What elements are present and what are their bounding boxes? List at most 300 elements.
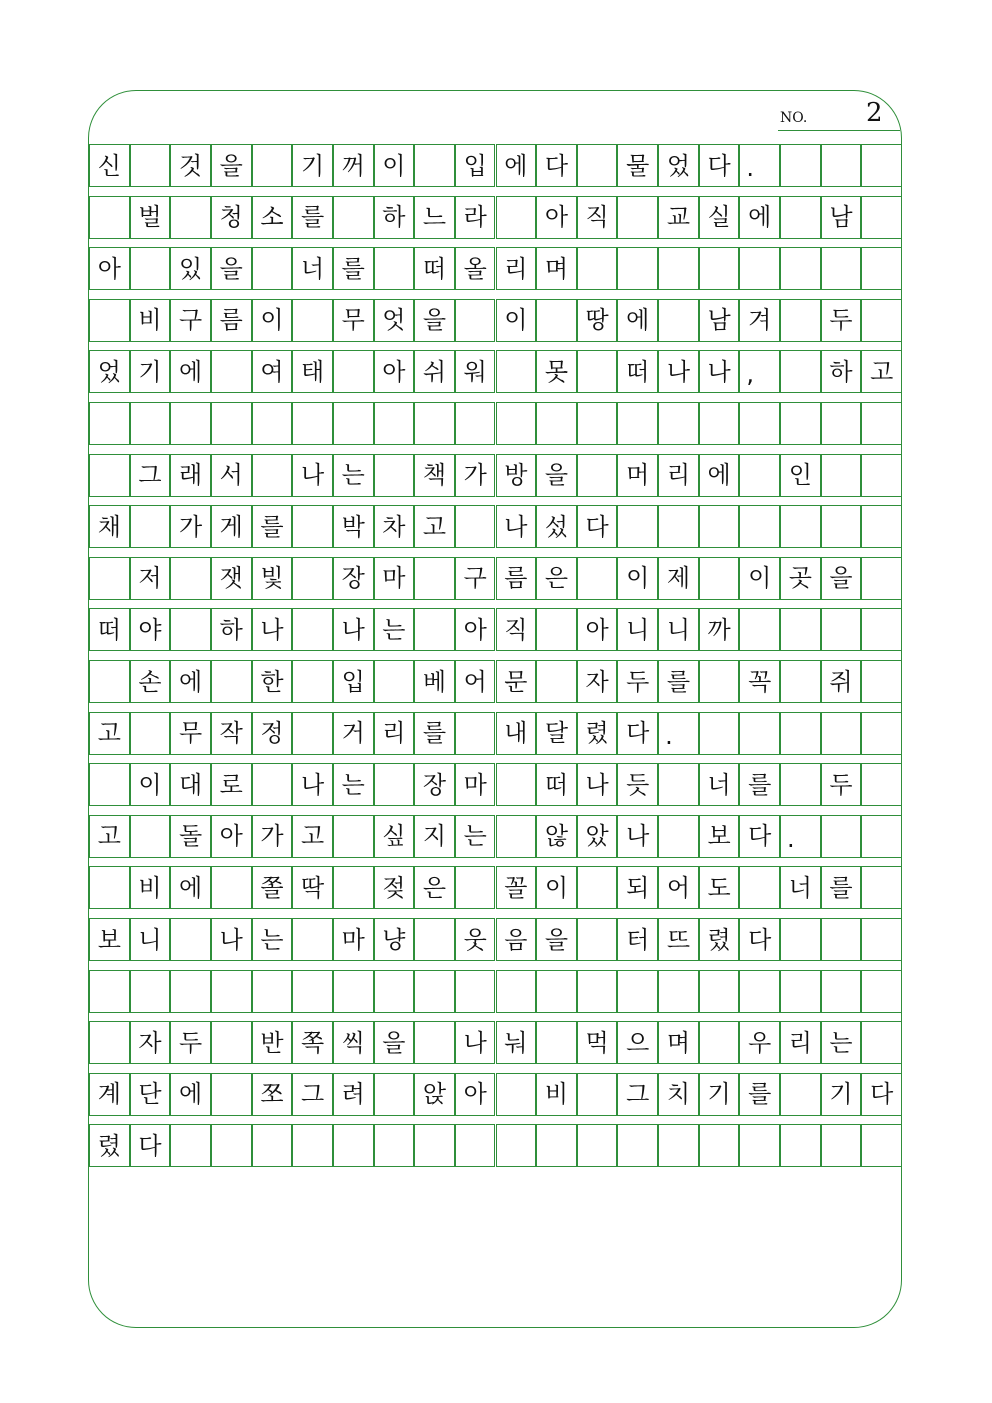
grid-cell: 고 bbox=[861, 350, 902, 393]
grid-cell bbox=[130, 815, 171, 858]
grid-cell bbox=[89, 866, 130, 909]
grid-cell: 두 bbox=[821, 299, 862, 342]
grid-cell bbox=[374, 247, 415, 290]
grid-cell bbox=[333, 350, 374, 393]
grid-cell bbox=[658, 970, 699, 1013]
grid-cell: 보 bbox=[699, 815, 740, 858]
grid-cell bbox=[739, 1124, 780, 1167]
grid-cell: 아 bbox=[536, 196, 577, 239]
grid-cell: 책 bbox=[414, 454, 455, 497]
grid-cell bbox=[252, 144, 293, 187]
grid-cell: 게 bbox=[211, 505, 252, 548]
grid-cell: 구 bbox=[455, 557, 496, 600]
grid-cell: 나 bbox=[617, 815, 658, 858]
grid-cell bbox=[739, 970, 780, 1013]
grid-cell bbox=[577, 557, 618, 600]
grid-cell bbox=[821, 815, 862, 858]
grid-cell: 무 bbox=[170, 712, 211, 755]
grid-cell bbox=[170, 608, 211, 651]
grid-cell: 떠 bbox=[617, 350, 658, 393]
grid-cell: 꼴 bbox=[496, 866, 537, 909]
grid-cell: 쥐 bbox=[821, 660, 862, 703]
grid-cell bbox=[780, 144, 821, 187]
grid-cell bbox=[374, 454, 415, 497]
grid-cell: 는 bbox=[821, 1021, 862, 1064]
grid-cell bbox=[455, 712, 496, 755]
grid-cell bbox=[211, 660, 252, 703]
grid-cell bbox=[252, 970, 293, 1013]
grid-cell bbox=[496, 350, 537, 393]
grid-cell bbox=[699, 1124, 740, 1167]
grid-cell bbox=[292, 918, 333, 961]
grid-cell bbox=[170, 918, 211, 961]
grid-cell bbox=[577, 247, 618, 290]
page-number: 2 bbox=[866, 98, 883, 128]
grid-cell: 엇 bbox=[374, 299, 415, 342]
grid-cell bbox=[577, 1124, 618, 1167]
grid-cell: 실 bbox=[699, 196, 740, 239]
grid-cell: 달 bbox=[536, 712, 577, 755]
grid-cell: 는 bbox=[374, 608, 415, 651]
grid-cell: 었 bbox=[89, 350, 130, 393]
grid-cell: 너 bbox=[780, 866, 821, 909]
grid-cell bbox=[292, 608, 333, 651]
grid-cell: 손 bbox=[130, 660, 171, 703]
grid-cell: 도 bbox=[699, 866, 740, 909]
grid-cell bbox=[292, 505, 333, 548]
grid-cell bbox=[89, 763, 130, 806]
grid-cell bbox=[374, 970, 415, 1013]
grid-cell bbox=[577, 350, 618, 393]
grid-cell bbox=[536, 1021, 577, 1064]
grid-cell bbox=[861, 918, 902, 961]
grid-cell: 에 bbox=[617, 299, 658, 342]
grid-cell bbox=[658, 815, 699, 858]
grid-cell: 뜨 bbox=[658, 918, 699, 961]
grid-cell bbox=[414, 1021, 455, 1064]
grid-cell: 머 bbox=[617, 454, 658, 497]
grid-cell: 기 bbox=[699, 1073, 740, 1116]
grid-cell: 았 bbox=[577, 815, 618, 858]
grid-cell: 꺼 bbox=[333, 144, 374, 187]
grid-cell: 여 bbox=[252, 350, 293, 393]
grid-cell: 차 bbox=[374, 505, 415, 548]
grid-cell bbox=[699, 660, 740, 703]
grid-cell: 에 bbox=[170, 1073, 211, 1116]
grid-cell bbox=[496, 196, 537, 239]
grid-cell: 음 bbox=[496, 918, 537, 961]
grid-cell: 교 bbox=[658, 196, 699, 239]
grid-cell: 는 bbox=[333, 454, 374, 497]
grid-cell: 은 bbox=[536, 557, 577, 600]
grid-cell bbox=[861, 815, 902, 858]
grid-cell bbox=[739, 712, 780, 755]
grid-cell bbox=[211, 402, 252, 445]
grid-cell: 에 bbox=[170, 350, 211, 393]
grid-cell: 거 bbox=[333, 712, 374, 755]
grid-cell bbox=[496, 815, 537, 858]
grid-cell bbox=[699, 557, 740, 600]
grid-cell: 마 bbox=[374, 557, 415, 600]
grid-cell: 기 bbox=[821, 1073, 862, 1116]
grid-cell: 나 bbox=[211, 918, 252, 961]
grid-cell bbox=[780, 505, 821, 548]
grid-cell: 야 bbox=[130, 608, 171, 651]
grid-cell: 고 bbox=[414, 505, 455, 548]
grid-cell bbox=[130, 144, 171, 187]
grid-cell: 를 bbox=[739, 1073, 780, 1116]
grid-cell: 두 bbox=[821, 763, 862, 806]
grid-cell: 문 bbox=[496, 660, 537, 703]
grid-cell: 를 bbox=[739, 763, 780, 806]
grid-cell: 는 bbox=[333, 763, 374, 806]
grid-cell: 장 bbox=[414, 763, 455, 806]
grid-cell bbox=[861, 660, 902, 703]
grid-cell: 쪼 bbox=[252, 1073, 293, 1116]
grid-cell bbox=[130, 402, 171, 445]
grid-cell bbox=[577, 144, 618, 187]
grid-cell bbox=[861, 299, 902, 342]
grid-cell bbox=[780, 763, 821, 806]
grid-cell: 나 bbox=[252, 608, 293, 651]
grid-cell: 단 bbox=[130, 1073, 171, 1116]
grid-cell: 리 bbox=[496, 247, 537, 290]
grid-cell: 구 bbox=[170, 299, 211, 342]
grid-cell: 리 bbox=[374, 712, 415, 755]
grid-cell: 남 bbox=[699, 299, 740, 342]
grid-cell bbox=[455, 866, 496, 909]
grid-cell: 렸 bbox=[89, 1124, 130, 1167]
grid-cell: 는 bbox=[455, 815, 496, 858]
grid-cell: 장 bbox=[333, 557, 374, 600]
grid-cell: 씩 bbox=[333, 1021, 374, 1064]
grid-cell bbox=[333, 970, 374, 1013]
grid-cell: 을 bbox=[821, 557, 862, 600]
grid-cell: 채 bbox=[89, 505, 130, 548]
grid-cell bbox=[821, 505, 862, 548]
grid-cell bbox=[577, 402, 618, 445]
grid-cell: . bbox=[780, 815, 821, 858]
grid-cell bbox=[739, 505, 780, 548]
grid-cell bbox=[780, 299, 821, 342]
grid-cell: 다 bbox=[577, 505, 618, 548]
grid-cell bbox=[821, 402, 862, 445]
grid-cell: 못 bbox=[536, 350, 577, 393]
grid-cell: 두 bbox=[617, 660, 658, 703]
grid-cell bbox=[861, 763, 902, 806]
grid-cell bbox=[414, 144, 455, 187]
grid-cell bbox=[780, 196, 821, 239]
grid-cell: 싶 bbox=[374, 815, 415, 858]
grid-cell: 을 bbox=[536, 918, 577, 961]
grid-cell: 너 bbox=[699, 763, 740, 806]
grid-cell: 떠 bbox=[536, 763, 577, 806]
grid-cell bbox=[699, 1021, 740, 1064]
grid-cell bbox=[780, 1124, 821, 1167]
grid-cell: 니 bbox=[617, 608, 658, 651]
grid-cell: 그 bbox=[292, 1073, 333, 1116]
grid-cell: 보 bbox=[89, 918, 130, 961]
grid-cell bbox=[455, 299, 496, 342]
grid-cell: 하 bbox=[821, 350, 862, 393]
grid-cell: 으 bbox=[617, 1021, 658, 1064]
grid-cell bbox=[577, 970, 618, 1013]
grid-cell: 자 bbox=[577, 660, 618, 703]
grid-cell: 름 bbox=[496, 557, 537, 600]
grid-cell: 비 bbox=[130, 299, 171, 342]
grid-cell bbox=[821, 247, 862, 290]
grid-cell: 떠 bbox=[414, 247, 455, 290]
grid-cell bbox=[536, 1124, 577, 1167]
grid-cell bbox=[617, 505, 658, 548]
grid-cell bbox=[333, 866, 374, 909]
grid-cell bbox=[455, 402, 496, 445]
grid-cell bbox=[821, 608, 862, 651]
grid-cell bbox=[617, 402, 658, 445]
grid-cell: 기 bbox=[292, 144, 333, 187]
grid-cell bbox=[821, 712, 862, 755]
grid-cell: 나 bbox=[658, 350, 699, 393]
grid-cell bbox=[333, 402, 374, 445]
grid-cell: 나 bbox=[455, 1021, 496, 1064]
grid-cell: 눠 bbox=[496, 1021, 537, 1064]
grid-cell: 며 bbox=[658, 1021, 699, 1064]
grid-cell: 이 bbox=[496, 299, 537, 342]
grid-cell bbox=[658, 299, 699, 342]
grid-cell: 래 bbox=[170, 454, 211, 497]
grid-cell bbox=[861, 402, 902, 445]
grid-cell bbox=[861, 196, 902, 239]
grid-cell bbox=[496, 763, 537, 806]
grid-cell: 니 bbox=[658, 608, 699, 651]
grid-cell: 소 bbox=[252, 196, 293, 239]
grid-cell: 이 bbox=[617, 557, 658, 600]
grid-cell: 려 bbox=[333, 1073, 374, 1116]
grid-cell bbox=[577, 866, 618, 909]
grid-cell: 고 bbox=[89, 815, 130, 858]
grid-cell bbox=[821, 1124, 862, 1167]
grid-cell bbox=[780, 247, 821, 290]
grid-cell: 그 bbox=[130, 454, 171, 497]
grid-cell bbox=[780, 712, 821, 755]
grid-cell bbox=[130, 970, 171, 1013]
grid-cell bbox=[739, 454, 780, 497]
grid-cell: 작 bbox=[211, 712, 252, 755]
grid-cell bbox=[292, 970, 333, 1013]
grid-cell: 어 bbox=[455, 660, 496, 703]
grid-cell: 남 bbox=[821, 196, 862, 239]
grid-cell bbox=[861, 1021, 902, 1064]
grid-cell: . bbox=[658, 712, 699, 755]
grid-cell bbox=[617, 1124, 658, 1167]
grid-cell bbox=[821, 918, 862, 961]
grid-cell: 겨 bbox=[739, 299, 780, 342]
grid-cell: 꼭 bbox=[739, 660, 780, 703]
grid-cell bbox=[170, 402, 211, 445]
grid-cell: 우 bbox=[739, 1021, 780, 1064]
grid-cell bbox=[699, 402, 740, 445]
grid-cell: 있 bbox=[170, 247, 211, 290]
grid-cell bbox=[658, 1124, 699, 1167]
grid-cell: 다 bbox=[130, 1124, 171, 1167]
grid-cell bbox=[861, 247, 902, 290]
grid-cell: 나 bbox=[292, 763, 333, 806]
grid-cell: 을 bbox=[374, 1021, 415, 1064]
grid-cell: 워 bbox=[455, 350, 496, 393]
grid-cell: 젖 bbox=[374, 866, 415, 909]
grid-cell: 느 bbox=[414, 196, 455, 239]
grid-cell bbox=[577, 1073, 618, 1116]
grid-cell: 를 bbox=[821, 866, 862, 909]
grid-cell: 않 bbox=[536, 815, 577, 858]
grid-cell: , bbox=[739, 350, 780, 393]
grid-cell bbox=[536, 299, 577, 342]
grid-cell: 를 bbox=[292, 196, 333, 239]
grid-cell bbox=[536, 402, 577, 445]
grid-cell: 물 bbox=[617, 144, 658, 187]
grid-cell bbox=[617, 970, 658, 1013]
grid-cell bbox=[821, 454, 862, 497]
grid-cell: 인 bbox=[780, 454, 821, 497]
grid-cell bbox=[333, 1124, 374, 1167]
grid-cell bbox=[577, 918, 618, 961]
grid-cell bbox=[780, 608, 821, 651]
grid-cell: 에 bbox=[170, 866, 211, 909]
grid-cell: 잿 bbox=[211, 557, 252, 600]
grid-cell: 입 bbox=[333, 660, 374, 703]
grid-cell bbox=[699, 712, 740, 755]
grid-cell: 비 bbox=[536, 1073, 577, 1116]
grid-cell bbox=[617, 196, 658, 239]
grid-cell: 아 bbox=[455, 608, 496, 651]
grid-cell: 로 bbox=[211, 763, 252, 806]
grid-cell bbox=[739, 402, 780, 445]
grid-cell: 는 bbox=[252, 918, 293, 961]
grid-cell bbox=[292, 1124, 333, 1167]
grid-cell bbox=[89, 299, 130, 342]
grid-cell bbox=[333, 815, 374, 858]
grid-cell: 아 bbox=[211, 815, 252, 858]
grid-cell: 방 bbox=[496, 454, 537, 497]
grid-cell: 아 bbox=[89, 247, 130, 290]
grid-cell: 이 bbox=[252, 299, 293, 342]
grid-cell: 섰 bbox=[536, 505, 577, 548]
grid-cell bbox=[130, 505, 171, 548]
grid-cell: 쉬 bbox=[414, 350, 455, 393]
grid-cell: 나 bbox=[292, 454, 333, 497]
grid-cell bbox=[414, 402, 455, 445]
grid-cell bbox=[89, 970, 130, 1013]
grid-cell: 고 bbox=[89, 712, 130, 755]
grid-cell: 나 bbox=[333, 608, 374, 651]
grid-cell: 제 bbox=[658, 557, 699, 600]
grid-cell: 아 bbox=[577, 608, 618, 651]
grid-cell: 렸 bbox=[699, 918, 740, 961]
grid-cell bbox=[821, 970, 862, 1013]
grid-cell bbox=[739, 608, 780, 651]
grid-cell: 내 bbox=[496, 712, 537, 755]
grid-cell bbox=[414, 557, 455, 600]
grid-cell: 하 bbox=[211, 608, 252, 651]
grid-cell: 이 bbox=[130, 763, 171, 806]
grid-cell bbox=[861, 608, 902, 651]
grid-cell bbox=[89, 557, 130, 600]
grid-cell: 었 bbox=[658, 144, 699, 187]
grid-cell bbox=[861, 866, 902, 909]
grid-cell bbox=[861, 557, 902, 600]
grid-cell bbox=[861, 454, 902, 497]
grid-cell bbox=[130, 712, 171, 755]
grid-cell: 되 bbox=[617, 866, 658, 909]
grid-cell: 나 bbox=[699, 350, 740, 393]
grid-cell bbox=[658, 402, 699, 445]
grid-cell: 터 bbox=[617, 918, 658, 961]
grid-cell: 아 bbox=[374, 350, 415, 393]
grid-cell: 를 bbox=[414, 712, 455, 755]
grid-cell: . bbox=[739, 144, 780, 187]
grid-cell: 한 bbox=[252, 660, 293, 703]
grid-cell: 에 bbox=[739, 196, 780, 239]
grid-cell: 앉 bbox=[414, 1073, 455, 1116]
grid-cell: 가 bbox=[252, 815, 293, 858]
grid-cell bbox=[333, 196, 374, 239]
grid-cell: 입 bbox=[455, 144, 496, 187]
grid-cell bbox=[374, 763, 415, 806]
grid-cell: 렸 bbox=[577, 712, 618, 755]
grid-cell: 신 bbox=[89, 144, 130, 187]
grid-cell: 무 bbox=[333, 299, 374, 342]
grid-cell: 나 bbox=[577, 763, 618, 806]
grid-cell bbox=[455, 1124, 496, 1167]
grid-cell: 떠 bbox=[89, 608, 130, 651]
grid-cell: 베 bbox=[414, 660, 455, 703]
grid-cell bbox=[699, 505, 740, 548]
grid-cell: 아 bbox=[455, 1073, 496, 1116]
grid-cell: 를 bbox=[252, 505, 293, 548]
grid-cell: 직 bbox=[577, 196, 618, 239]
grid-cell: 다 bbox=[861, 1073, 902, 1116]
grid-cell: 대 bbox=[170, 763, 211, 806]
grid-cell: 정 bbox=[252, 712, 293, 755]
grid-cell bbox=[252, 1124, 293, 1167]
grid-cell bbox=[292, 299, 333, 342]
grid-cell bbox=[292, 557, 333, 600]
grid-cell bbox=[414, 608, 455, 651]
grid-cell: 벌 bbox=[130, 196, 171, 239]
grid-cell bbox=[414, 1124, 455, 1167]
grid-cell bbox=[211, 970, 252, 1013]
grid-cell bbox=[89, 196, 130, 239]
grid-cell: 두 bbox=[170, 1021, 211, 1064]
grid-cell: 다 bbox=[536, 144, 577, 187]
grid-cell bbox=[292, 402, 333, 445]
grid-cell: 계 bbox=[89, 1073, 130, 1116]
grid-cell: 가 bbox=[170, 505, 211, 548]
grid-cell bbox=[861, 1124, 902, 1167]
grid-cell bbox=[170, 557, 211, 600]
grid-cell bbox=[89, 660, 130, 703]
grid-cell: 은 bbox=[414, 866, 455, 909]
grid-cell bbox=[414, 970, 455, 1013]
grid-cell: 지 bbox=[414, 815, 455, 858]
grid-cell bbox=[658, 763, 699, 806]
grid-cell bbox=[780, 970, 821, 1013]
grid-cell bbox=[861, 970, 902, 1013]
grid-cell bbox=[170, 970, 211, 1013]
grid-cell bbox=[211, 1124, 252, 1167]
grid-cell bbox=[374, 1124, 415, 1167]
grid-cell bbox=[780, 918, 821, 961]
